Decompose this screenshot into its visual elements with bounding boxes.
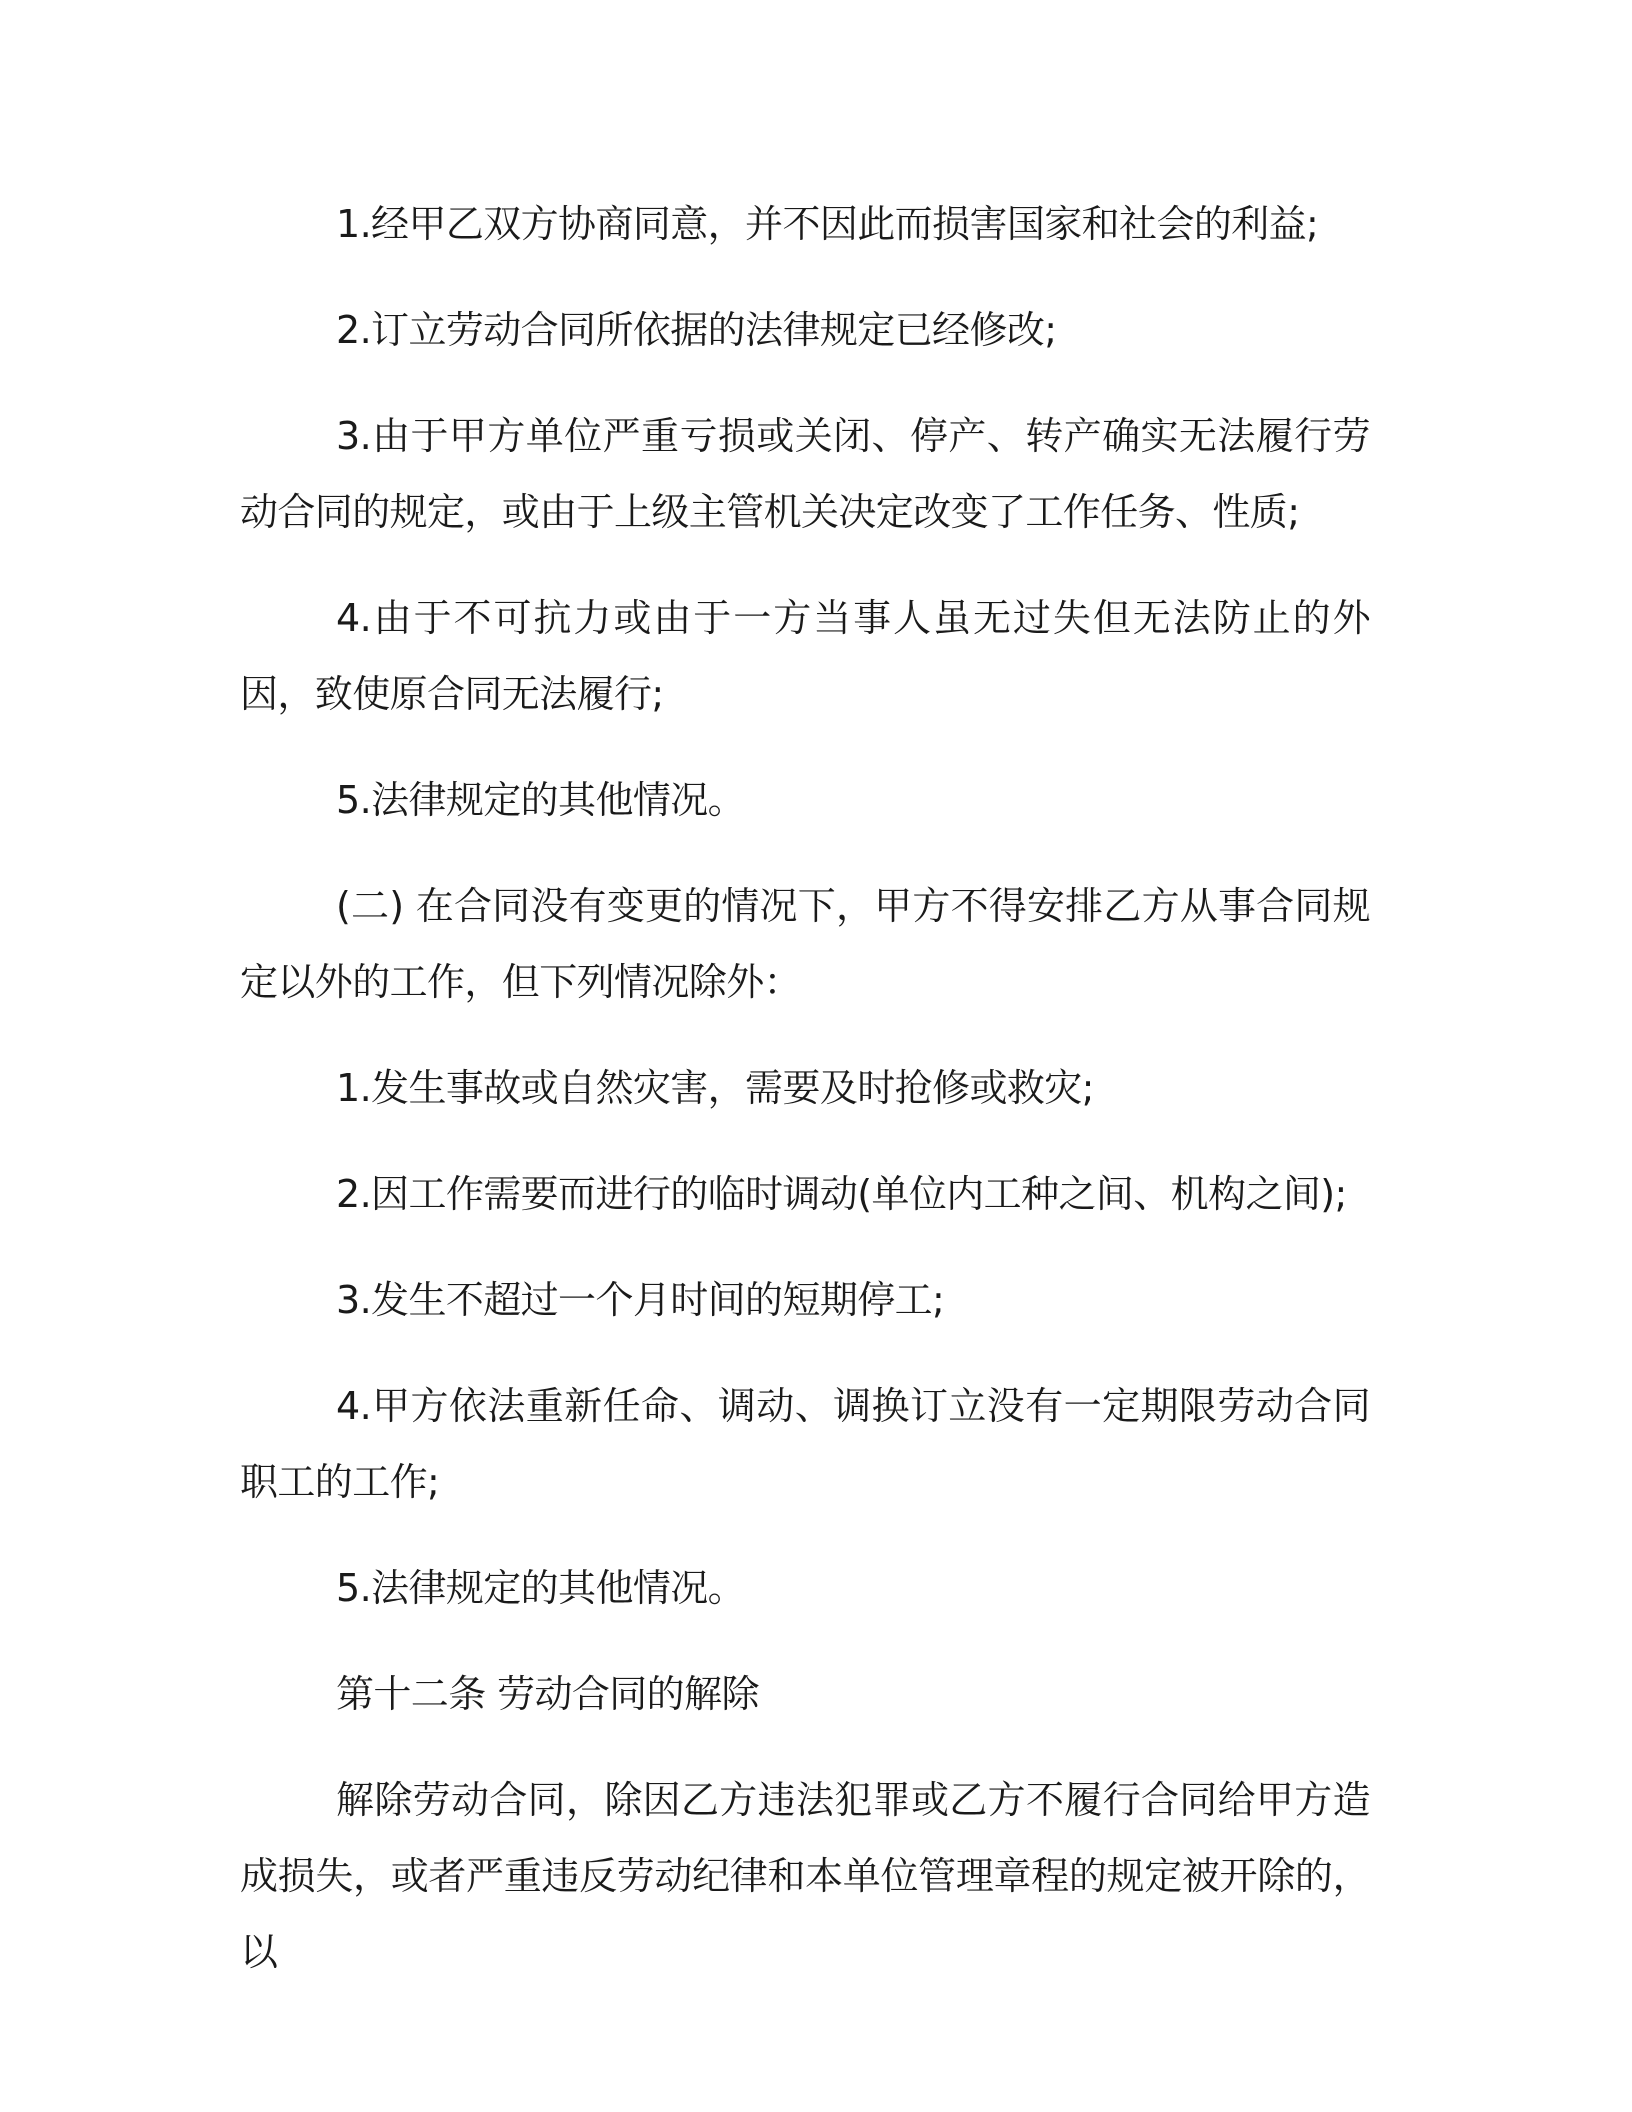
section-heading: 第十二条 劳动合同的解除 <box>336 1672 759 1716</box>
paragraph: 1.经甲乙双方协商同意，并不因此而损害国家和社会的利益; <box>336 202 1319 246</box>
paragraph: 4.甲方依法重新任命、调动、调换订立没有一定期限劳动合同职工的工作; <box>240 1384 1370 1504</box>
paragraph: 5.法律规定的其他情况。 <box>336 778 746 822</box>
paragraph: 2.订立劳动合同所依据的法律规定已经修改; <box>336 308 1057 352</box>
paragraph: 3.发生不超过一个月时间的短期停工; <box>336 1278 945 1322</box>
document-body <box>240 186 1370 2020</box>
paragraph: 4.由于不可抗力或由于一方当事人虽无过失但无法防止的外因，致使原合同无法履行; <box>240 596 1370 716</box>
paragraph: 3.由于甲方单位严重亏损或关闭、停产、转产确实无法履行劳动合同的规定，或由于上级主管机关决定改变了工作任务、性质; <box>240 414 1370 534</box>
paragraph: 解除劳动合同，除因乙方违法犯罪或乙方不履行合同给甲方造成损失，或者严重违反劳动纪律和本单位管理章程的规定被开除的，以 <box>240 1778 1370 1974</box>
paragraph: 5.法律规定的其他情况。 <box>336 1566 746 1610</box>
paragraph: 1.发生事故或自然灾害，需要及时抢修或救灾; <box>336 1066 1094 1110</box>
paragraph: (二) 在合同没有变更的情况下，甲方不得安排乙方从事合同规定以外的工作，但下列情况除外： <box>240 884 1370 1004</box>
paragraph: 2.因工作需要而进行的临时调动(单位内工种之间、机构之间); <box>336 1172 1347 1216</box>
